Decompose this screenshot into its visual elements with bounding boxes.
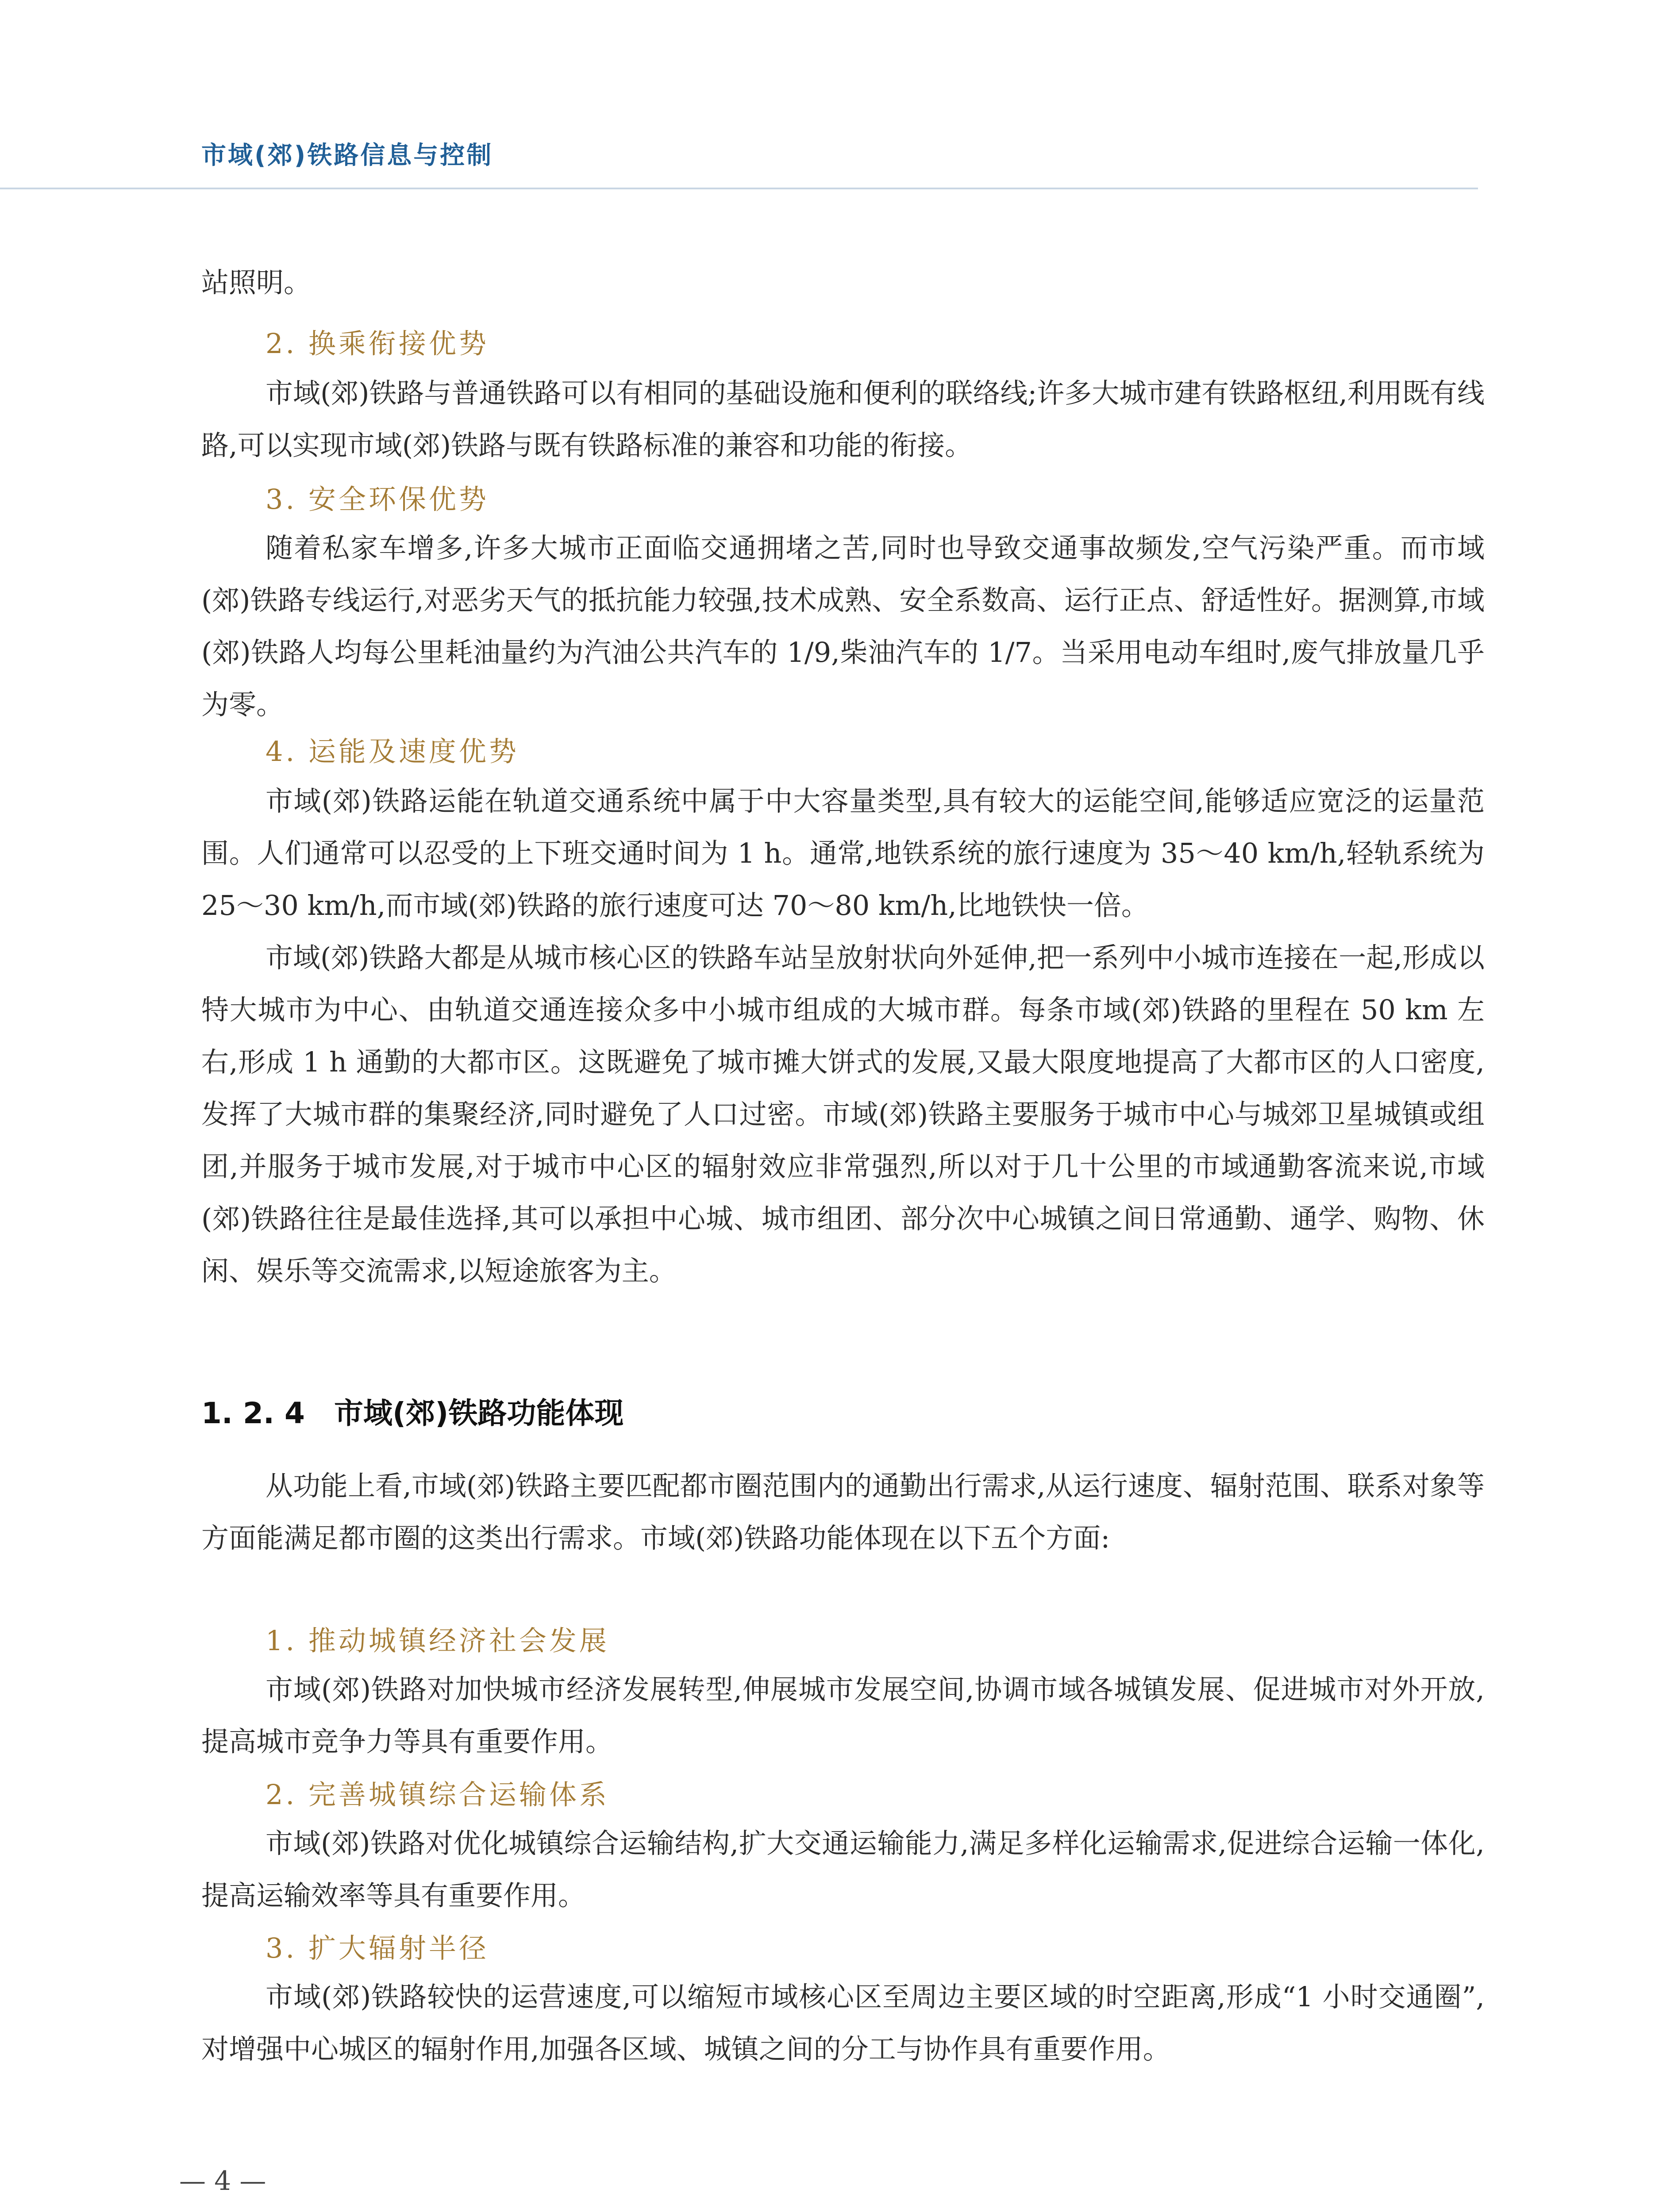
paragraph-functions-intro: 从功能上看,市域(郊)铁路主要匹配都市圈范围内的通勤出行需求,从运行速度、辐射范围、联系对象等方面能满足都市圈的这类出行需求。市域(郊)铁路功能体现在以下五个方面: — [201, 1470, 1485, 1554]
page-number: — 4 — — [179, 2166, 266, 2197]
subheading-transport-system: 2. 完善城镇综合运输体系 — [266, 1778, 609, 1811]
subheading-capacity-speed: 4. 运能及速度优势 — [266, 735, 519, 768]
subheading-safety-advantage: 3. 安全环保优势 — [266, 483, 489, 515]
section-heading — [201, 1394, 624, 1433]
paragraph-transport: 市域(郊)铁路对优化城镇综合运输结构,扩大交通运输能力,满足多样化运输需求,促进综合运输一体化,提高运输效率等具有重要作用。 — [201, 1827, 1485, 1912]
body-block-8 — [201, 1971, 1485, 2075]
subheading-radius: 3. 扩大辐射半径 — [266, 1932, 489, 1964]
header-divider — [0, 188, 1478, 189]
body-block-4 — [201, 775, 1485, 1297]
paragraph-transfer: 市域(郊)铁路与普通铁路可以有相同的基础设施和便利的联络线;许多大城市建有铁路枢纽,利用既有线路,可以实现市域(郊)铁路与既有铁路标准的兼容和功能的衔接。 — [201, 377, 1485, 461]
paragraph-safety: 随着私家车增多,许多大城市正面临交通拥堵之苦,同时也导致交通事故频发,空气污染严重。而市域(郊)铁路专线运行,对恶劣天气的抵抗能力较强,技术成熟、安全系数高、运行正点、舒适性好。据测算,市域(郊)铁路人均每公里耗油量约为汽油公共汽车的 1/9,柴油汽车的 1/7。当采用电动车组时,废气排放量几乎为零。 — [201, 532, 1485, 721]
running-header-title: 市域(郊)铁路信息与控制 — [201, 141, 493, 170]
section-number: 1. 2. 4 — [201, 1396, 305, 1430]
paragraph-capacity: 市域(郊)铁路运能在轨道交通系统中属于中大容量类型,具有较大的运能空间,能够适应宽泛的运量范围。人们通常可以忍受的上下班交通时间为 1 h。通常,地铁系统的旅行速度为 35～40 km/h,轻轨系统为 25～30 km/h,而市域(郊)铁路的旅行速度可达 70～80 km/h,比地铁快一倍。 — [201, 785, 1485, 922]
body-block-6 — [201, 1663, 1485, 1768]
body-block-3 — [201, 522, 1485, 731]
body-block-7 — [201, 1817, 1485, 1922]
subheading-transfer-advantage: 2. 换乘衔接优势 — [266, 327, 489, 360]
paragraph-metro-area: 市域(郊)铁路大都是从城市核心区的铁路车站呈放射状向外延伸,把一系列中小城市连接在一起,形成以特大城市为中心、由轨道交通连接众多中小城市组成的大城市群。每条市域(郊)铁路的里程在 50 km 左右,形成 1 h 通勤的大都市区。这既避免了城市摊大饼式的发展,又最大限度地提高了大都市区的人口密度,发挥了大城市群的集聚经济,同时避免了人口过密。市域(郊)铁路主要服务于城市中心与城郊卫星城镇或组团,并服务于城市发展,对于城市中心区的辐射效应非常强烈,所以对于几十公里的市域通勤客流来说,市域(郊)铁路往往是最佳选择,其可以承担中心城、城市组团、部分次中心城镇之间日常通勤、通学、购物、休闲、娱乐等交流需求,以短途旅客为主。 — [201, 941, 1485, 1287]
body-block-2 — [201, 367, 1485, 472]
paragraph-radius: 市域(郊)铁路较快的运营速度,可以缩短市域核心区至周边主要区域的时空距离,形成“1 小时交通圈”,对增强中心城区的辐射作用,加强各区域、城镇之间的分工与协作具有重要作用。 — [201, 1981, 1485, 2065]
body-block-1 — [201, 257, 1485, 309]
section-title: 市域(郊)铁路功能体现 — [334, 1396, 624, 1430]
subheading-economic-development: 1. 推动城镇经济社会发展 — [266, 1624, 609, 1657]
paragraph-continuation: 站照明。 — [201, 266, 312, 299]
body-block-5 — [201, 1460, 1485, 1564]
paragraph-economic: 市域(郊)铁路对加快城市经济发展转型,伸展城市发展空间,协调市域各城镇发展、促进城市对外开放,提高城市竞争力等具有重要作用。 — [201, 1673, 1485, 1758]
